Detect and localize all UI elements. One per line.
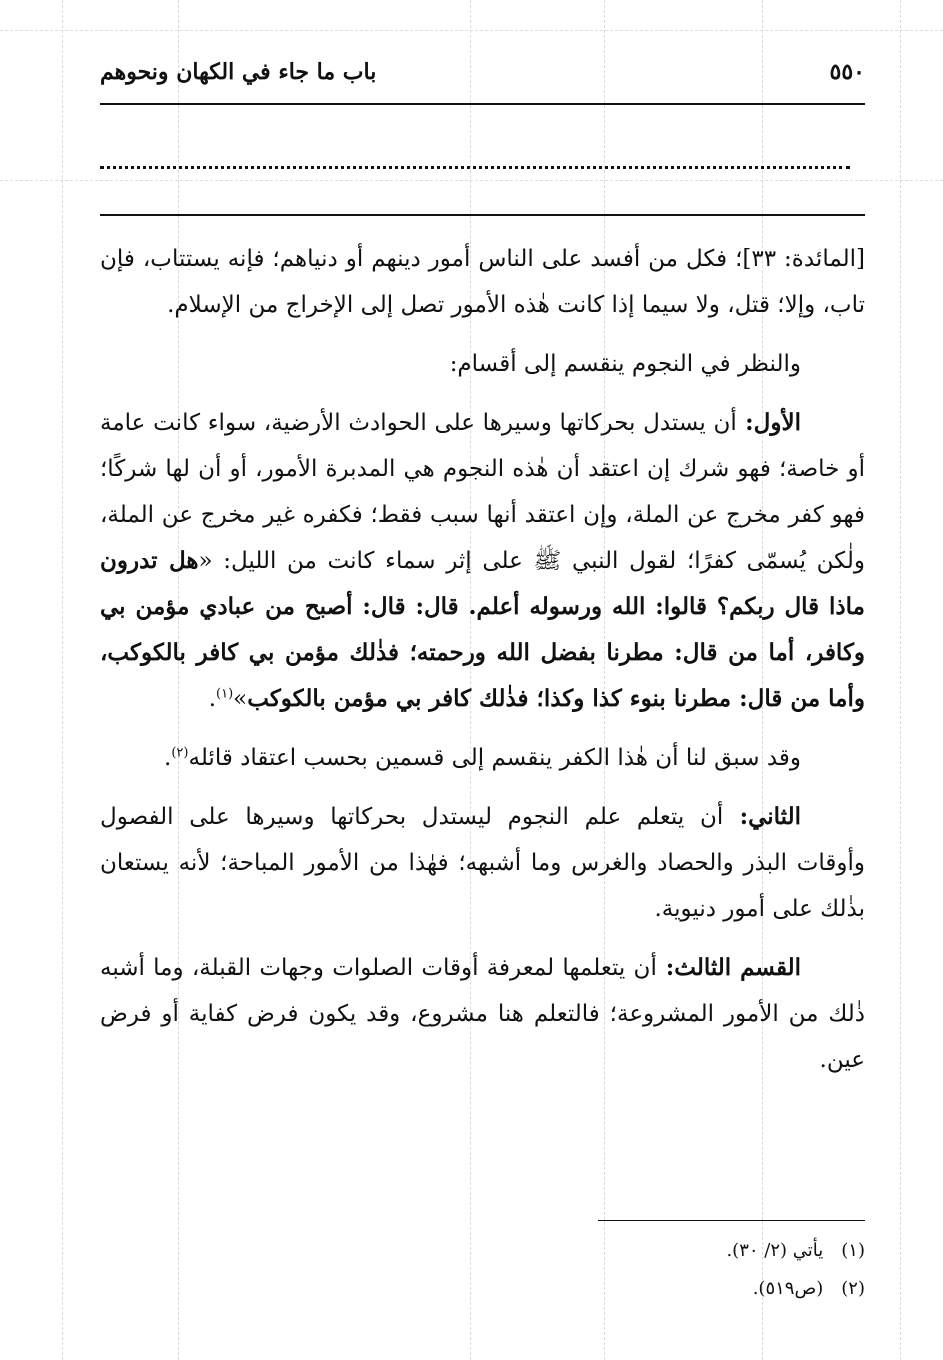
footnote-text: يأتي (٢/ ٣٠). [726,1240,824,1261]
bold-text: القسم الثالث: [656,954,801,981]
footnote-marker: (٢) [841,1278,865,1299]
text-run: أن يستدل بحركاتها وسيرها على الحوادث الأرضية، سواء كانت عامة أو خاصة؛ فهو شرك إن اعتقد أن هٰذه النجوم هي المدبرة الأمور، أو أن لها شركًا؛ فهو كفر مخرج عن الملة، وإن اعتقد أنها سبب فقط؛ فكفره غير مخرج عن الملة، ولٰكن يُسمّى كفرًا؛ لقول النبي ﷺ على إثر سماء كانت من الليل: « [100,410,866,574]
paragraph [100,794,865,932]
bold-text: الأول: [736,409,801,436]
text-run: أن يتعلم علم النجوم ليستدل بحركاتها وسيرها على الفصول وأوقات البذر والحصاد والغرس وما أشبهه؛ فهٰذا من الأمور المباحة؛ لأنه يستعان بذٰلك على أمور دنيوية. [100,804,865,922]
text-run: وقد سبق لنا أن هٰذا الكفر ينقسم إلى قسمين بحسب اعتقاد قائله [188,745,801,771]
chapter-title: باب ما جاء في الكهان ونحوهم [100,59,377,85]
paragraph [100,236,865,328]
text-run: » [233,686,248,712]
scan-guide-line [900,0,901,1360]
running-head [100,50,865,94]
footnotes [100,1232,865,1308]
text-run: والنظر في النجوم ينقسم إلى أقسام: [449,351,801,377]
body-text [100,236,865,1096]
scan-guide-line [0,180,943,181]
footnote [100,1270,865,1308]
footnote-text: (ص٥١٩). [752,1278,824,1299]
bold-text: الثاني: [723,803,802,830]
footnote-ref: (١) [216,686,234,702]
footnote-rule [598,1220,865,1221]
header-rule [100,103,865,105]
text-run: . [208,686,217,712]
footnote [100,1232,865,1270]
bold-text: هل تدرون ماذا قال ربكم؟ قالوا: الله ورسوله أعلم. قال: قال: أصبح من عبادي مؤمن بي وكافر، أما من قال: مطرنا بفضل الله ورحمته؛ فذٰلك مؤمن بي كافر بالكوكب، وأما من قال: مطرنا بنوء كذا وكذا؛ فذٰلك كافر بي مؤمن بالكوكب [100,547,865,712]
dotted-separator [100,142,850,169]
paragraph [100,341,865,387]
section-rule [100,214,865,216]
page-number: ٥٥٠ [829,59,865,85]
text-run: . [164,745,172,771]
scan-guide-line [0,30,943,31]
paragraph [100,400,865,722]
footnote-ref: (٢) [171,745,189,761]
text-run: أن يتعلمها لمعرفة أوقات الصلوات وجهات القبلة، وما أشبه ذٰلك من الأمور المشروعة؛ فالتعلم هنا مشروع، وقد يكون فرض كفاية أو فرض عين. [100,955,865,1073]
paragraph [100,735,865,781]
paragraph [100,945,865,1083]
text-run: [المائدة: ٣٣]؛ فكل من أفسد على الناس أمور دينهم أو دنياهم؛ فإنه يستتاب، فإن تاب، وإلا؛ قتل، ولا سيما إذا كانت هٰذه الأمور تصل إلى الإخراج من الإسلام. [100,246,866,318]
footnote-marker: (١) [841,1240,865,1261]
scan-guide-line [62,0,63,1360]
